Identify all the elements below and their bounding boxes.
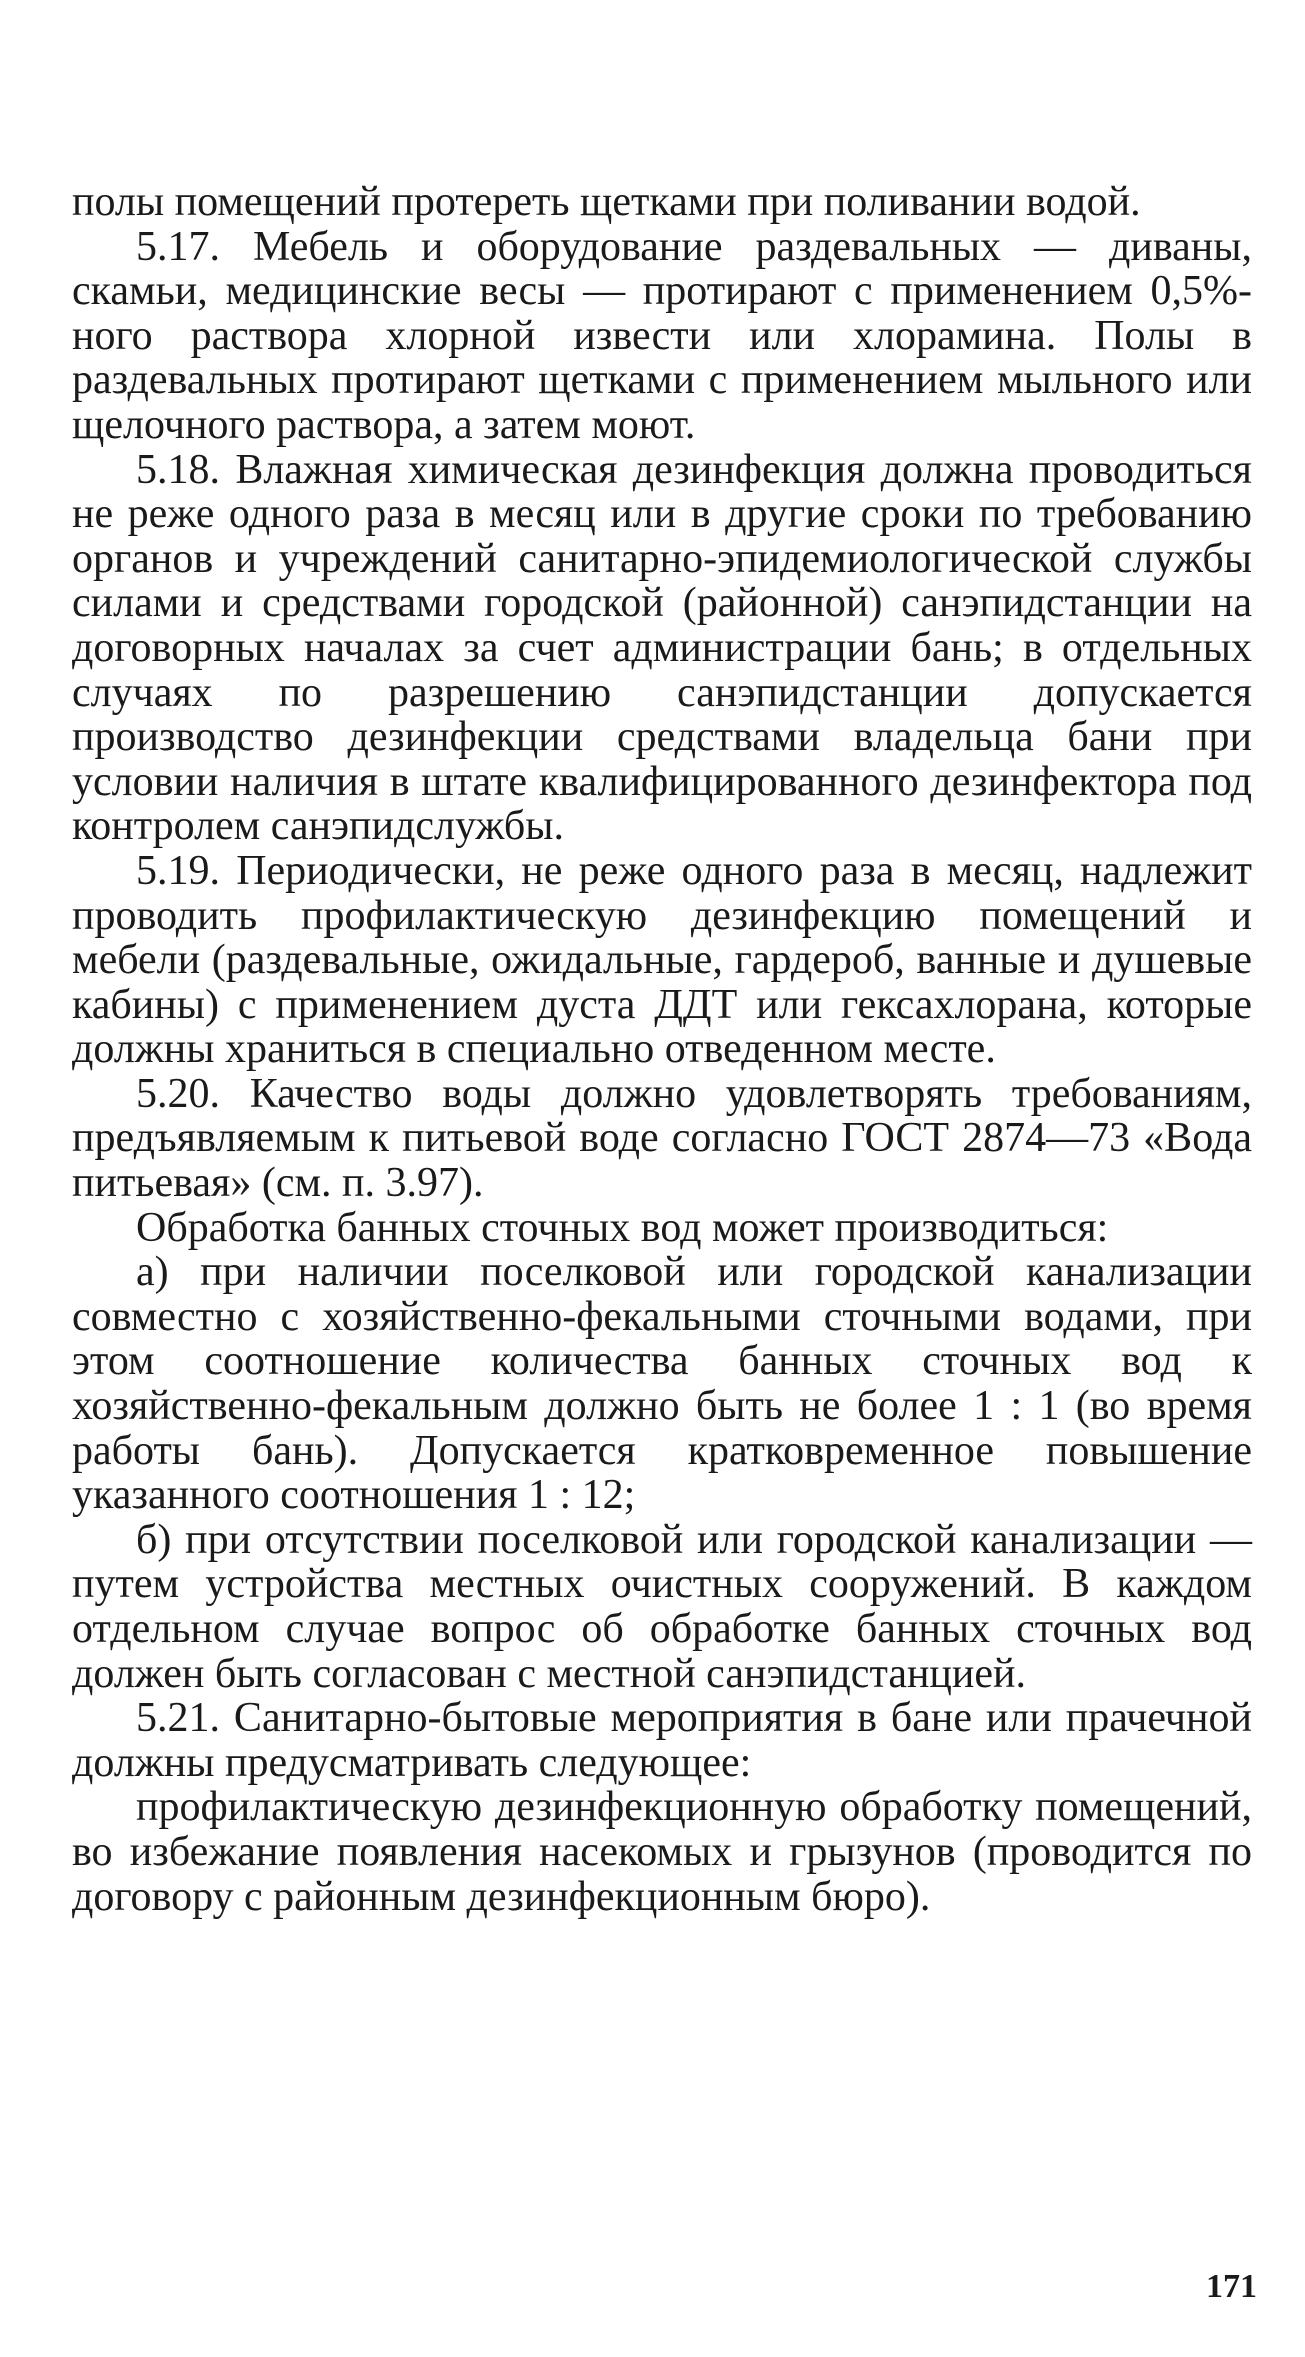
paragraph-5-18: 5.18. Влажная химическая дезинфекция должна проводиться не реже одного раза в месяц или в другие сроки по требованию органов и учреждений санитарно-эпидемиологической службы силами и средствами городской (районной) санэпидстанции на договорных началах за счет администрации бань; в отдельных случаях по разрешению санэпидстанции допускается производство дезинфекции средствами владельца бани при условии наличия в штате квалифицированного дезинфектора под контролем санэпидслужбы. — [72, 446, 1252, 850]
paragraph-item-a: а) при наличии поселковой или городской канализации совместно с хозяйственно-фекальными сточными водами, при этом соотношение количества банных сточных вод к хозяйственно-фекальным должно быть не более 1 : 1 (во время работы бань). Допускается кратковременное повышение указанного соотношения 1 : 12; — [72, 1249, 1252, 1519]
paragraph-5-21: 5.21. Санитарно-бытовые мероприятия в бане или прачечной должны предусматривать следующее: — [72, 1695, 1252, 1786]
page-body — [72, 180, 1252, 1919]
paragraph-5-17: 5.17. Мебель и оборудование раздевальных — диваны, скамьи, медицинские весы — протирают с применением 0,5%-ного раствора хлорной извести или хлорамина. Полы в раздевальных протирают щетками с применением мыльного или щелочного раствора, а затем моют. — [72, 223, 1252, 448]
page-number: 171 — [1206, 2268, 1257, 2305]
paragraph-item-b: б) при отсутствии поселковой или городской канализации — путем устройства местных очистных сооружений. В каждом отдельном случае вопрос об обработке банных сточных вод должен быть согласован с местной санэпидстанцией. — [72, 1516, 1252, 1697]
paragraph-disinfection: профилактическую дезинфекционную обработку помещений, во избежание появления насекомых и грызунов (проводится по договору с районным дезинфекционным бюро). — [72, 1784, 1252, 1920]
paragraph-5-19: 5.19. Периодически, не реже одного раза в месяц, надлежит проводить профилактическую дезинфекцию помещений и мебели (раздевальные, ожидальные, гардероб, ванные и душевые кабины) с применением дуста ДДТ или гексахлорана, которые должны храниться в специально отведенном месте. — [72, 847, 1252, 1073]
paragraph-wastewater-intro: Обработка банных сточных вод может производиться: — [136, 1204, 1109, 1251]
paragraph-continuation: полы помещений протереть щетками при поливании водой. — [72, 179, 1141, 225]
paragraph-5-20: 5.20. Качество воды должно удовлетворять требованиям, предъявляемым к питьевой воде согласно ГОСТ 2874—73 «Вода питьевая» (см. п. 3.97). — [72, 1070, 1252, 1207]
